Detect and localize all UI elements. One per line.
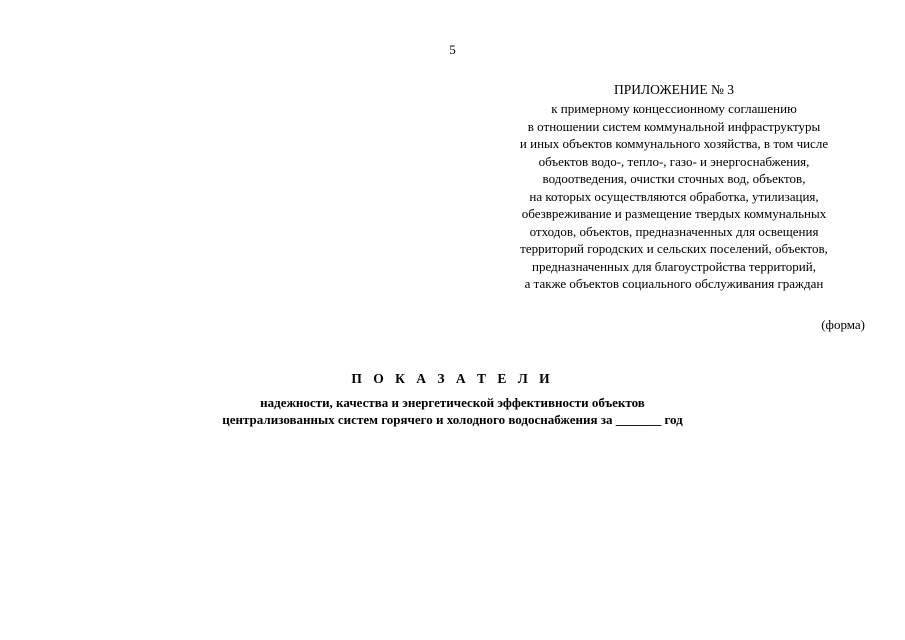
appendix-line: обезвреживание и размещение твердых коммунальных [521, 206, 827, 221]
document-subtitle [0, 394, 905, 428]
appendix-line: водоотведения, очистки сточных вод, объектов, [542, 171, 806, 186]
appendix-line: к примерному концессионному соглашению [551, 101, 797, 116]
appendix-line: на которых осуществляются обработка, утилизация, [529, 188, 819, 204]
appendix-line: отходов, объектов, предназначенных для освещения [529, 223, 819, 239]
appendix-line: территорий городских и сельских поселений, объектов, [520, 241, 828, 256]
form-label: (форма) [821, 317, 865, 332]
appendix-block [480, 80, 868, 293]
appendix-line: объектов водо-, тепло-, газо- и энергоснабжения, [538, 153, 810, 169]
appendix-line: в отношении систем коммунальной инфраструктуры [527, 118, 821, 134]
document-subtitle-line: централизованных систем горячего и холодного водоснабжения за _______ год [222, 412, 683, 427]
appendix-title: ПРИЛОЖЕНИЕ № 3 [613, 82, 735, 97]
appendix-line: а также объектов социального обслуживания граждан [524, 276, 824, 291]
appendix-line: и иных объектов коммунального хозяйства, в том числе [519, 136, 829, 151]
document-title: П О К А З А Т Е Л И [351, 371, 554, 386]
document-subtitle-line: надежности, качества и энергетической эффективности объектов [260, 395, 645, 410]
appendix-line: предназначенных для благоустройства территорий, [532, 258, 816, 274]
page-number: 5 [449, 42, 456, 57]
appendix-lines [480, 100, 868, 293]
